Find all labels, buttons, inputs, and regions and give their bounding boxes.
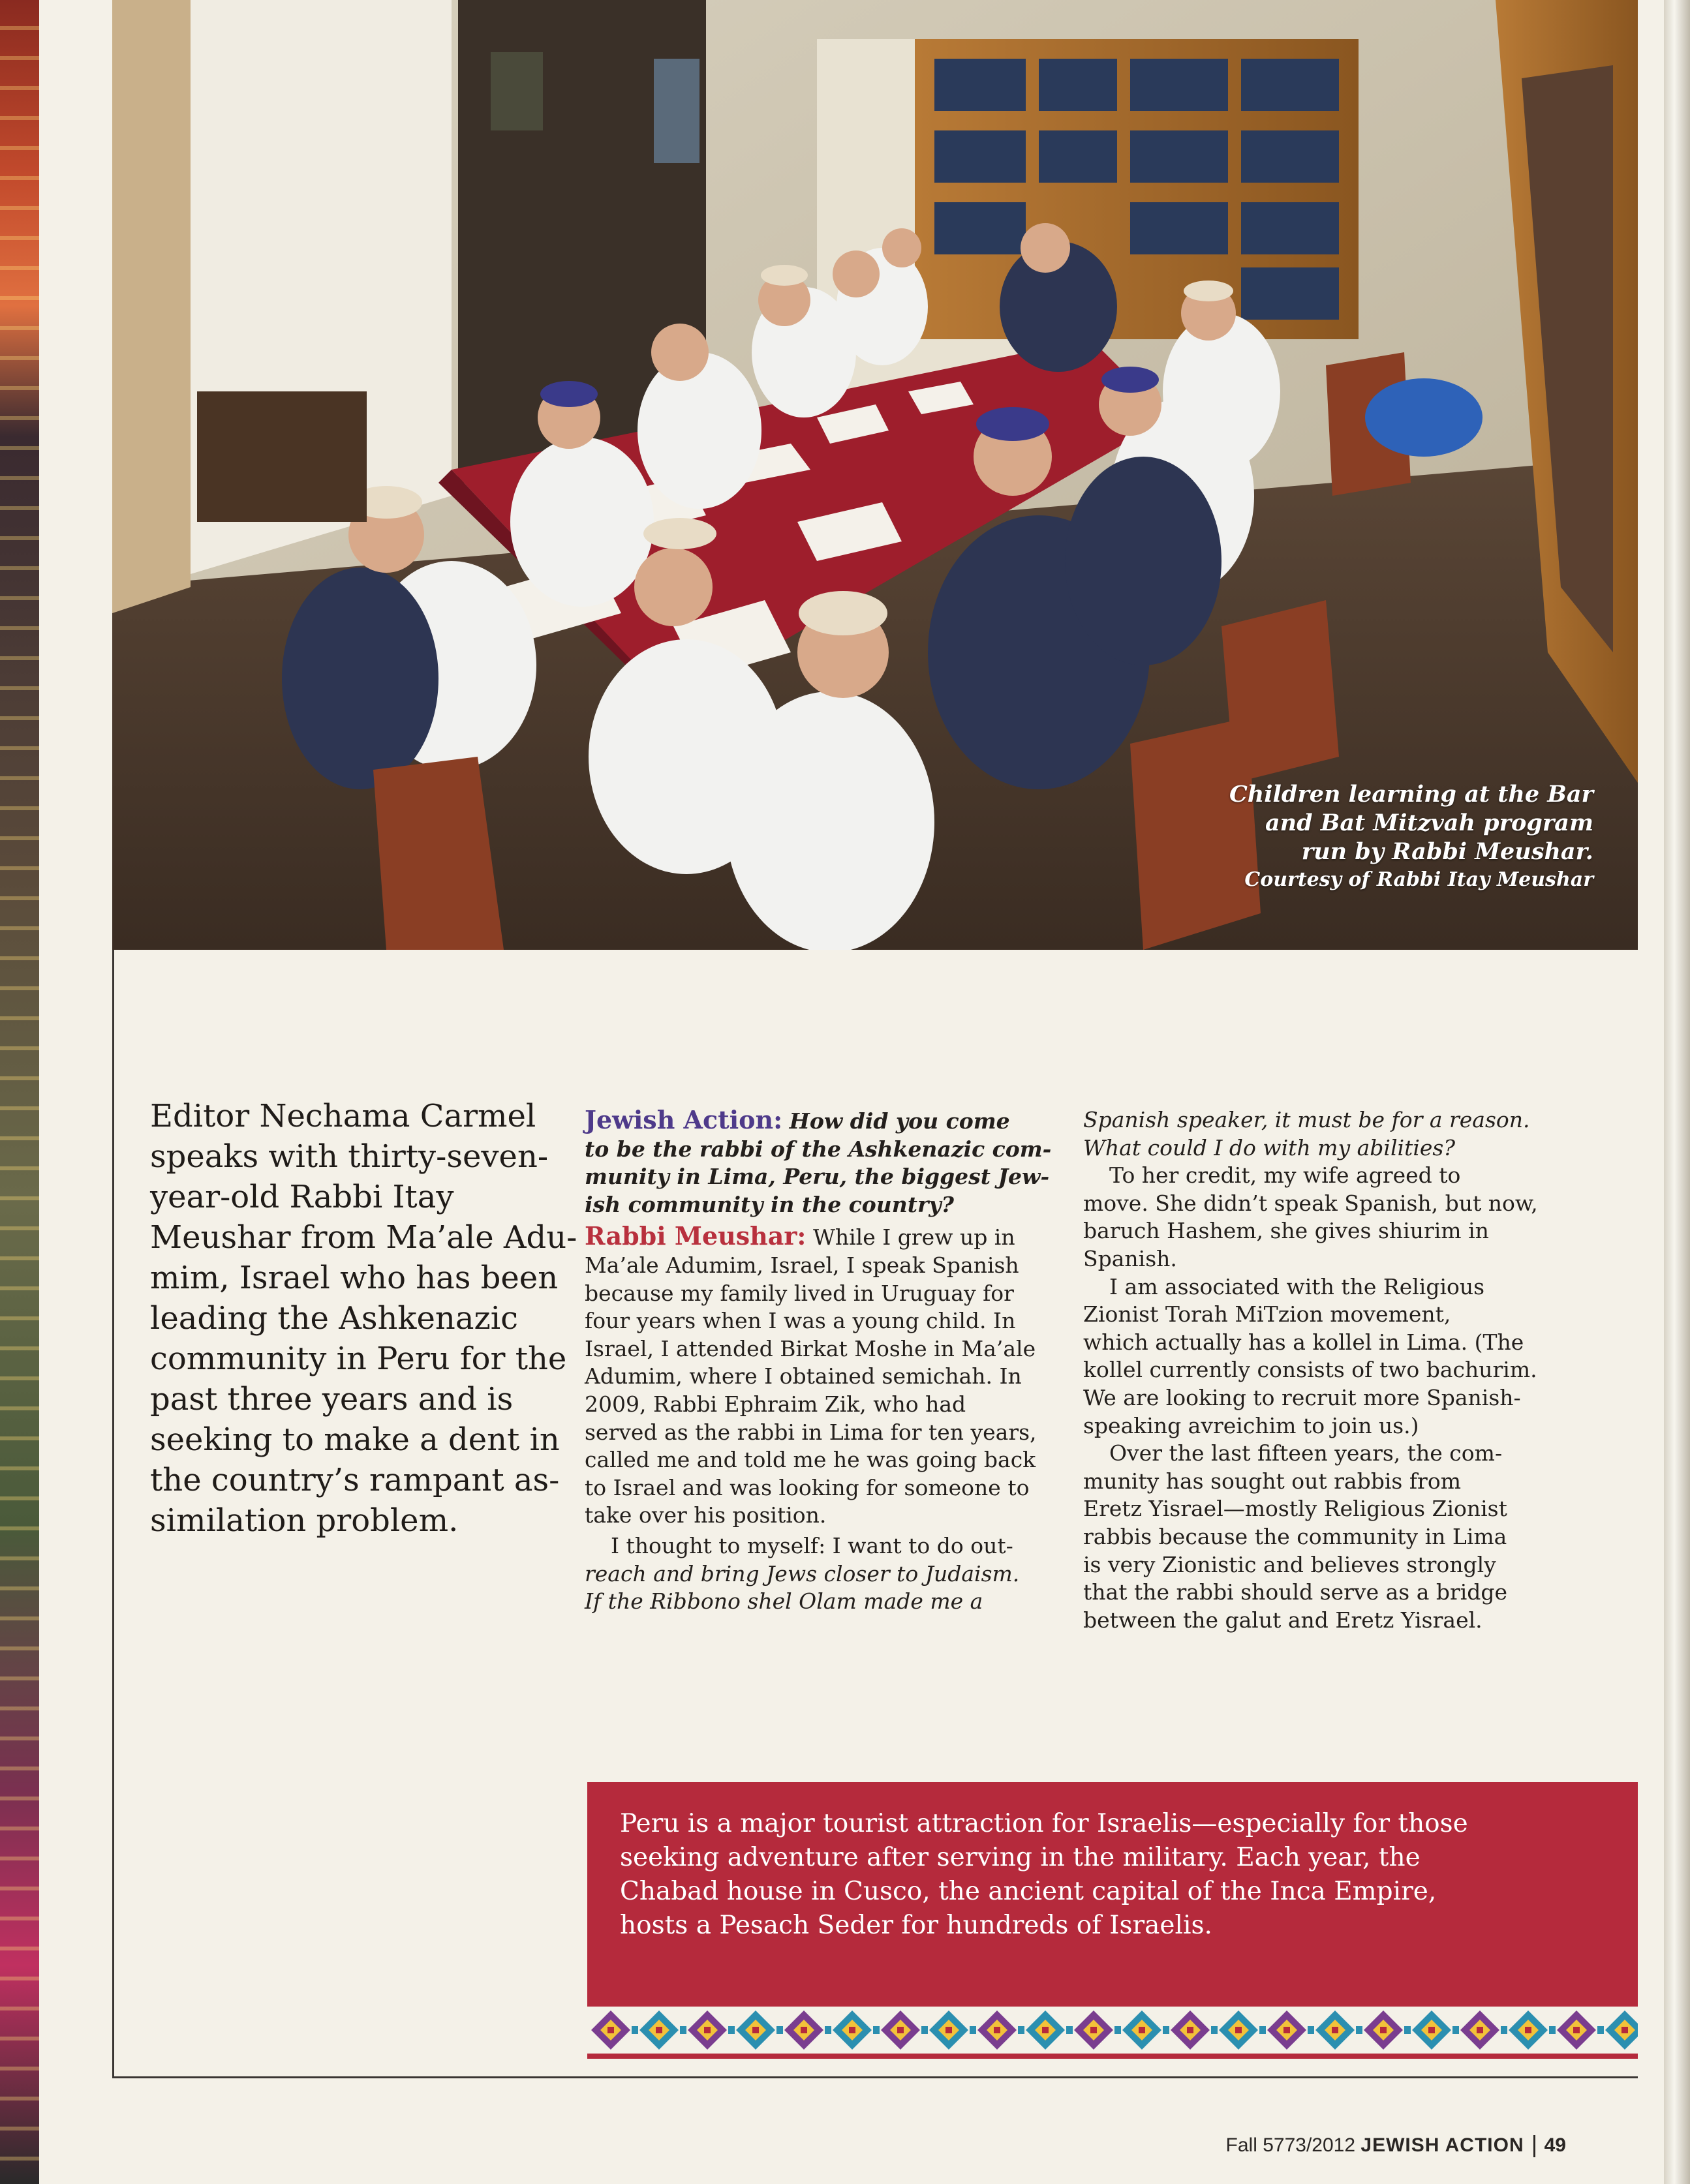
pull-quote-box — [587, 1782, 1638, 2001]
magazine-page — [39, 0, 1664, 2184]
magazine-name: JEWISH ACTION — [1360, 2134, 1524, 2156]
pattern-dot — [849, 2027, 855, 2033]
pattern-spacer — [1501, 2026, 1507, 2034]
answer-line: between the galut and Eretz Yisrael. — [1083, 1607, 1483, 1633]
answer-line: baruch Hashem, she gives shiurim in — [1083, 1218, 1489, 1244]
pattern-dot — [1380, 2027, 1387, 2033]
peruvian-pattern-border — [587, 2001, 1638, 2059]
answer-line: move. She didn’t speak Spanish, but now, — [1083, 1190, 1538, 1216]
question-line: munity in Lima, Peru, the biggest Jew- — [585, 1164, 1050, 1190]
folio-divider — [1533, 2135, 1535, 2157]
pattern-dot — [897, 2027, 904, 2033]
pattern-dot — [1235, 2027, 1242, 2033]
pattern-spacer — [1549, 2026, 1556, 2034]
answer-line: To her credit, my wife agreed to — [1109, 1162, 1461, 1189]
textile-pattern-icon — [587, 2001, 1638, 2059]
photo-credit: Courtesy of Rabbi Itay Meushar — [1244, 868, 1593, 891]
answer-line: I thought to myself: I want to do out- — [611, 1532, 1013, 1558]
pattern-spacer — [680, 2026, 686, 2034]
pattern-spacer — [873, 2026, 880, 2034]
intro-line: the country’s rampant as- — [150, 1462, 560, 1498]
answer-line: rabbis because the community in Lima — [1083, 1523, 1507, 1549]
interview-column-middle — [585, 1106, 1054, 1616]
jewish-action-label: Jewish Action: — [585, 1105, 783, 1134]
answer-line: Ma’ale Adumim, Israel, I speak Spanish — [585, 1252, 1019, 1278]
answer-line: If the Ribbono shel Olam made me a — [585, 1588, 983, 1615]
answer-line: kollel currently consists of two bachurim. — [1083, 1357, 1537, 1383]
answer-line: reach and bring Jews closer to Judaism. — [585, 1560, 1020, 1586]
photo-caption — [1176, 780, 1593, 894]
folio — [1226, 2134, 1566, 2157]
answer-line: served as the rabbi in Lima for ten years, — [585, 1419, 1037, 1445]
answer-line: called me and told me he was going back — [585, 1447, 1036, 1473]
pattern-dot — [994, 2027, 1000, 2033]
pattern-spacer — [1404, 2026, 1411, 2034]
intro-deck — [150, 1096, 577, 1541]
pattern-dot — [1090, 2027, 1097, 2033]
pattern-spacer — [1356, 2026, 1362, 2034]
pattern-dot — [1187, 2027, 1193, 2033]
pattern-spacer — [1066, 2026, 1073, 2034]
intro-line: Meushar from Ma’ale Adu- — [150, 1219, 577, 1256]
issue-date: Fall 5773/2012 — [1225, 2134, 1356, 2156]
intro-line: similation problem. — [150, 1502, 459, 1539]
classroom-photo — [112, 0, 1638, 950]
caption-line: and Bat Mitzvah program — [1265, 810, 1593, 836]
pattern-spacer — [1018, 2026, 1024, 2034]
question-line: Jewish Action: How did you come — [585, 1105, 1010, 1134]
intro-line: mim, Israel who has been — [150, 1260, 559, 1296]
pull-quote-line: Chabad house in Cusco, the ancient capital of the Inca Empire, — [620, 1877, 1437, 1906]
answer-line: Spanish. — [1083, 1245, 1177, 1271]
pull-quote-text — [620, 1807, 1612, 1943]
question-line: ish community in the country? — [585, 1191, 954, 1217]
pattern-dot — [752, 2027, 759, 2033]
pattern-spacer — [970, 2026, 976, 2034]
pattern-dot — [1525, 2027, 1531, 2033]
intro-line: Editor Nechama Carmel — [150, 1098, 536, 1134]
answer-line: that the rabbi should serve as a bridge — [1083, 1579, 1508, 1605]
answer-line: four years when I was a young child. In — [585, 1308, 1016, 1334]
answer-line: speaking avreichim to join us.) — [1083, 1412, 1419, 1438]
intro-line: year-old Rabbi Itay — [150, 1179, 454, 1215]
answer-line: which actually has a kollel in Lima. (The — [1083, 1329, 1524, 1355]
rabbi-meushar-label: Rabbi Meushar: — [585, 1221, 807, 1251]
answer-line: What could I do with my abilities? — [1083, 1134, 1456, 1160]
answer-line: is very Zionistic and believes strongly — [1083, 1551, 1496, 1577]
pattern-spacer — [1163, 2026, 1169, 2034]
pattern-spacer — [1597, 2026, 1604, 2034]
pattern-dot — [1428, 2027, 1435, 2033]
pattern-spacer — [1259, 2026, 1266, 2034]
answer-line: munity has sought out rabbis from — [1083, 1468, 1461, 1494]
pattern-dot — [1573, 2027, 1580, 2033]
pattern-spacer — [825, 2026, 831, 2034]
page-number: 49 — [1544, 2134, 1566, 2156]
pattern-spacer — [1308, 2026, 1314, 2034]
answer-line: because my family lived in Uruguay for — [585, 1280, 1014, 1306]
pattern-dot — [1283, 2027, 1290, 2033]
pattern-dot — [656, 2027, 662, 2033]
pattern-spacer — [776, 2026, 783, 2034]
answer-line: take over his position. — [585, 1502, 827, 1528]
answer-line: Over the last fifteen years, the com- — [1109, 1440, 1503, 1466]
answer-line: I am associated with the Religious — [1109, 1273, 1485, 1299]
adjacent-page-edge — [0, 0, 39, 2184]
pattern-dot — [1477, 2027, 1483, 2033]
intro-line: speaks with thirty-seven- — [150, 1138, 549, 1175]
answer-line: Israel, I attended Birkat Moshe in Ma’ale — [585, 1335, 1036, 1361]
pattern-dot — [801, 2027, 807, 2033]
pull-quote-line: Peru is a major tourist attraction for Israelis—especially for those — [620, 1809, 1468, 1838]
pattern-spacer — [1114, 2026, 1121, 2034]
answer-line: 2009, Rabbi Ephraim Zik, who had — [585, 1391, 966, 1417]
answer-line: We are looking to recruit more Spanish- — [1083, 1384, 1521, 1410]
intro-line: past three years and is — [150, 1381, 514, 1418]
pattern-dot — [1139, 2027, 1145, 2033]
question-line: to be the rabbi of the Ashkenazic com- — [585, 1136, 1052, 1162]
pattern-spacer — [921, 2026, 928, 2034]
caption-line: Children learning at the Bar — [1229, 781, 1593, 808]
answer-line: Eretz Yisrael—mostly Religious Zionist — [1083, 1496, 1507, 1522]
intro-line: seeking to make a dent in — [150, 1421, 560, 1458]
answer-line: Zionist Torah MiTzion movement, — [1083, 1301, 1451, 1327]
pull-quote-line: seeking adventure after serving in the military. Each year, the — [620, 1843, 1421, 1872]
pattern-spacer — [632, 2026, 638, 2034]
pattern-dot — [1042, 2027, 1049, 2033]
interview-column-right — [1083, 1106, 1559, 1634]
pattern-dot — [1332, 2027, 1338, 2033]
pattern-dot — [607, 2027, 614, 2033]
pattern-dot — [1621, 2027, 1628, 2033]
pattern-spacer — [728, 2026, 735, 2034]
answer-line: Adumim, where I obtained semichah. In — [585, 1363, 1022, 1389]
caption-line: run by Rabbi Meushar. — [1301, 838, 1593, 865]
binding-edge — [1664, 0, 1690, 2184]
pattern-dot — [945, 2027, 952, 2033]
answer-line: Spanish speaker, it must be for a reason. — [1083, 1107, 1530, 1132]
answer-line: Rabbi Meushar: While I grew up in — [585, 1221, 1015, 1251]
intro-line: leading the Ashkenazic — [150, 1300, 518, 1337]
pattern-dot — [704, 2027, 711, 2033]
intro-line: community in Peru for the — [150, 1341, 567, 1377]
pattern-spacer — [1211, 2026, 1218, 2034]
answer-line: to Israel and was looking for someone to — [585, 1474, 1030, 1500]
pattern-spacer — [1452, 2026, 1459, 2034]
pull-quote-line: hosts a Pesach Seder for hundreds of Israelis. — [620, 1911, 1212, 1940]
